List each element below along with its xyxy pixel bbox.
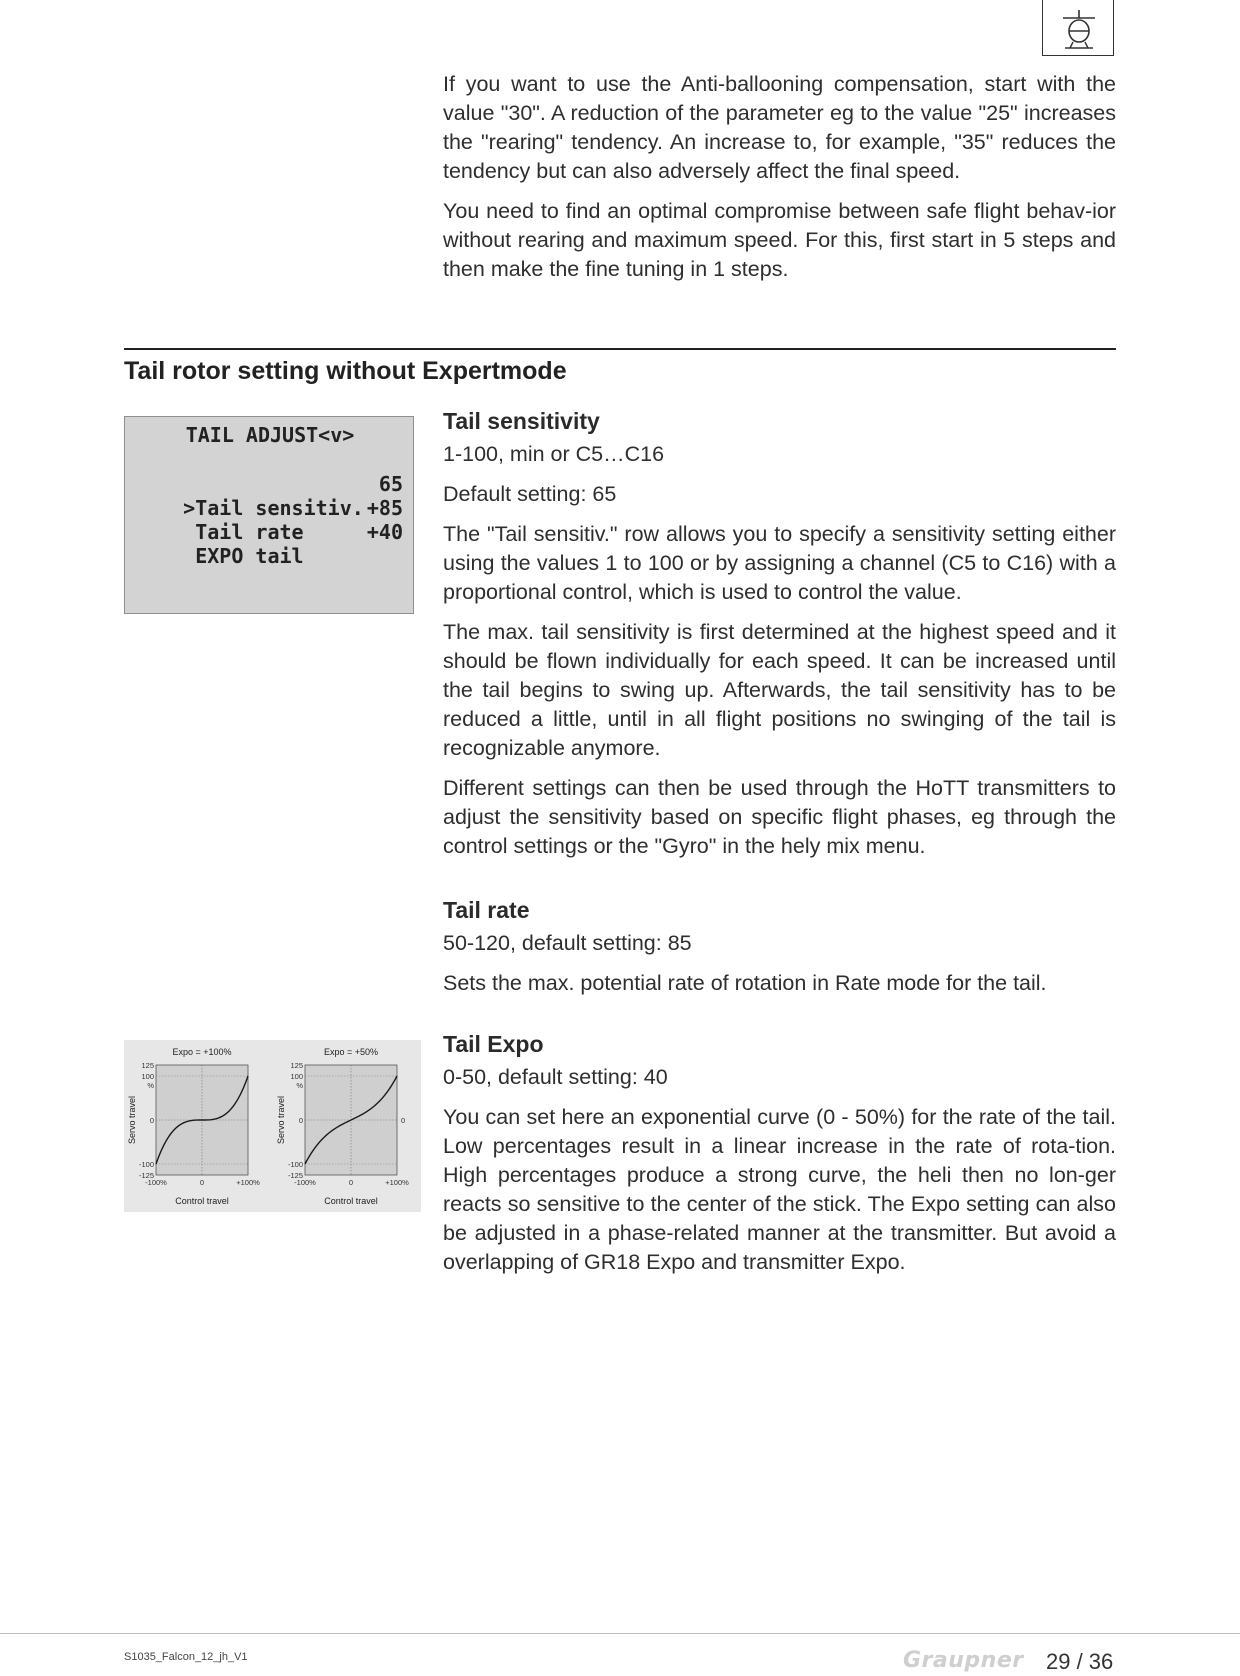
chart-y-tick-label: -100 <box>138 1160 154 1169</box>
section-title: Tail rotor setting without Expertmode <box>124 357 567 385</box>
chart-x-tick-label: +100% <box>236 1178 260 1187</box>
tail-expo-paragraph: You can set here an exponential curve (0 - 50%) for the rate of the tail. Low percentages result in a linear increase in the rate of rota-tion. High percentages produce a strong curve, the heli then no lon-ger reacts so sensitive to the center of the stick. The Expo setting can also be adjusted in a phase-related manner at the transmitter. But avoid a overlapping of GR18 Expo and transmitter Expo. <box>443 1105 1116 1274</box>
chart-y-tick-label: -125 <box>287 1171 303 1180</box>
chart-y-tick-label: % <box>296 1081 303 1090</box>
lcd-row-value: 65 <box>378 472 403 496</box>
tail-sensitivity-paragraph-2: The max. tail sensitivity is first determined at the highest speed and it should be flown individually for each speed. It can be increased until the tail begins to swing up. Afterwards, the tail sensitivity has to be reduced a little, until in all flight positions no swinging of the tail is recognizable anymore. <box>443 620 1116 760</box>
chart-y-axis-label: Servo travel <box>127 1095 137 1145</box>
footer-page-number: 29 / 36 <box>1046 1649 1114 1674</box>
lcd-row-label: >Tail sensitiv. <box>183 496 364 520</box>
chart-right-label: 0 <box>401 1116 406 1125</box>
chart-y-tick-label: 0 <box>298 1116 303 1125</box>
chart-y-tick-label: 100 <box>141 1072 154 1081</box>
chart-y-tick-label: 125 <box>141 1061 154 1070</box>
tail-sensitivity-default: Default setting: 65 <box>443 482 617 506</box>
footer-doc-id: S1035_Falcon_12_jh_V1 <box>124 1651 248 1663</box>
chart-y-tick-label: -100 <box>287 1160 303 1169</box>
lcd-row-value: +40 <box>366 520 403 544</box>
chart-x-tick-label: 0 <box>199 1178 205 1187</box>
tail-sensitivity-section <box>443 406 1116 872</box>
chart-x-axis-label: Control travel <box>324 1196 378 1206</box>
chart-y-tick-label: -125 <box>138 1171 154 1180</box>
chart-y-tick-label: % <box>147 1081 154 1090</box>
tail-rate-range: 50-120, default setting: 85 <box>443 931 692 955</box>
chart-x-tick-label: -100% <box>294 1178 316 1187</box>
chart-y-tick-label: 125 <box>290 1061 303 1070</box>
tail-sensitivity-heading: Tail sensitivity <box>443 408 600 434</box>
section-divider <box>124 348 1116 350</box>
intro-text <box>443 70 1116 295</box>
chart-y-axis-label: Servo travel <box>276 1095 286 1145</box>
chart-y-tick-label: 100 <box>290 1072 303 1081</box>
lcd-row-expo-tail <box>135 520 407 616</box>
tail-expo-heading: Tail Expo <box>443 1031 544 1057</box>
lcd-screen <box>124 416 414 614</box>
tail-expo-section <box>443 1029 1116 1288</box>
chart-title: Expo = +100% <box>172 1047 232 1057</box>
chart-x-axis-label: Control travel <box>175 1196 229 1206</box>
chart-x-tick-label: -100% <box>145 1178 167 1187</box>
helicopter-icon-box <box>1042 0 1114 56</box>
tail-sensitivity-paragraph-1: The "Tail sensitiv." row allows you to specify a sensitivity setting either using the values 1 to 100 or by assigning a channel (C5 to C16) with a proportional control, which is used to control the value. <box>443 522 1116 604</box>
helicopter-icon <box>1043 0 1115 56</box>
tail-rate-section <box>443 895 1116 1009</box>
expo-charts <box>124 1040 421 1212</box>
lcd-row-label: Tail rate <box>183 520 304 544</box>
footer-divider <box>0 1633 1240 1634</box>
chart-title: Expo = +50% <box>323 1047 379 1057</box>
tail-expo-range: 0-50, default setting: 40 <box>443 1065 668 1089</box>
footer-brand-logo: Graupner <box>903 1648 1024 1673</box>
chart-x-tick-label: 0 <box>348 1178 354 1187</box>
tail-rate-heading: Tail rate <box>443 897 530 923</box>
intro-paragraph-2: You need to find an optimal compromise between safe flight behav-ior without rearing and maximum speed. For this, first start in 5 steps and then make the fine tuning in 1 steps. <box>443 199 1116 281</box>
lcd-row-label: EXPO tail <box>183 544 304 568</box>
tail-sensitivity-paragraph-3: Different settings can then be used through the HoTT transmitters to adjust the sensitivity based on specific flight phases, eg through the control settings or the "Gyro" in the hely mix menu. <box>443 776 1116 858</box>
expo-charts-svg <box>124 1040 421 1212</box>
tail-sensitivity-range: 1-100, min or C5…C16 <box>443 442 665 466</box>
chart-x-tick-label: +100% <box>385 1178 409 1187</box>
chart-y-tick-label: 0 <box>149 1116 154 1125</box>
tail-rate-paragraph: Sets the max. potential rate of rotation in Rate mode for the tail. <box>443 971 1047 995</box>
lcd-title: TAIL ADJUST<v> <box>185 423 355 447</box>
intro-paragraph-1: If you want to use the Anti-ballooning compensation, start with the value "30". A reduction of the parameter eg to the value "25" increases the "rearing" tendency. An increase to, for example, "35" reduces the tendency but can also adversely affect the final speed. <box>443 72 1116 183</box>
lcd-row-value: +85 <box>366 496 403 520</box>
